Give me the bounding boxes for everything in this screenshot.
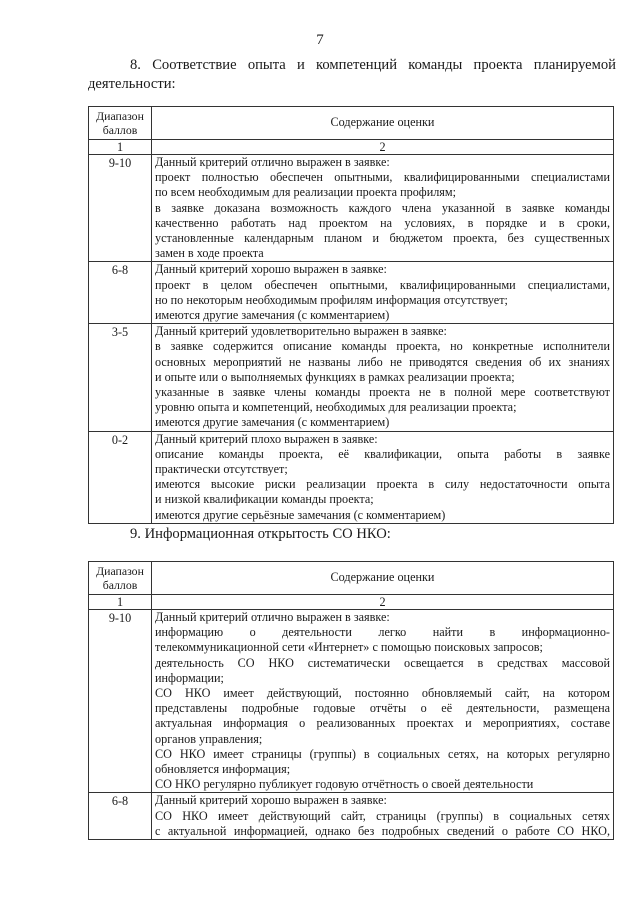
page-number: 7 — [316, 32, 324, 48]
score-description — [152, 431, 614, 523]
description-line: с актуальной информацией, однако без подробных сведений о работе СО НКО, — [155, 823, 610, 838]
description-line: установленные календарным планом и бюджетом проекта, без существенных — [155, 231, 610, 246]
score-description — [152, 262, 614, 324]
description-line: органов управления; — [155, 731, 263, 746]
header-range: Диапазон баллов — [89, 562, 152, 595]
description-line: телекоммуникационной сети «Интернет» с помощью поисковых запросов; — [155, 640, 543, 655]
header-content: Содержание оценки — [152, 107, 614, 140]
score-description — [152, 324, 614, 431]
header-content: Содержание оценки — [152, 562, 614, 595]
description-line: проект в целом обеспечен опытными, квалифицированными специалистами, — [155, 277, 610, 292]
score-range: 0-2 — [89, 431, 152, 523]
score-description — [152, 793, 614, 840]
description-line: проект полностью обеспечен опытными, квалифицированными специалистами — [155, 170, 610, 185]
description-line: имеются другие замечания (с комментарием) — [155, 308, 390, 323]
score-range: 6-8 — [89, 793, 152, 840]
description-line: Данный критерий отлично выражен в заявке: — [155, 610, 390, 624]
description-line: Данный критерий удовлетворительно выражен в заявке: — [155, 324, 447, 339]
description-line: указанные в заявке члены команды проекта не в полной мере соответствуют — [155, 385, 610, 400]
description-line: основных мероприятий не названы либо не приводятся сведения об их знаниях — [155, 354, 610, 369]
score-range: 9-10 — [89, 155, 152, 262]
description-line: имеются высокие риски реализации проекта в силу недостаточности опыта — [155, 477, 610, 492]
description-line: описание команды проекта, её квалификации, опыта работы в заявке — [155, 446, 610, 461]
score-description — [152, 610, 614, 793]
score-range: 9-10 — [89, 610, 152, 793]
score-range: 3-5 — [89, 324, 152, 431]
criteria-table-8 — [88, 106, 614, 524]
table-row — [89, 324, 614, 431]
criteria-table-9 — [88, 561, 614, 840]
table-header-row — [89, 107, 614, 140]
description-line: в заявке доказана возможность каждого члена указанной в заявке команды — [155, 200, 610, 215]
column-number-1: 1 — [89, 595, 152, 610]
description-line: по всем необходимым для реализации проекта профилям; — [155, 185, 457, 200]
description-line: представлены подробные годовые отчёты о её деятельности, размещена — [155, 701, 610, 716]
section-9-heading: 9. Информационная открытость СО НКО: — [130, 526, 391, 542]
column-number-2: 2 — [152, 140, 614, 155]
description-line: информации; — [155, 670, 224, 685]
description-line: СО НКО имеет действующий, постоянно обновляемый сайт, на котором — [155, 686, 610, 701]
description-line: актуальная информация о реализованных проектах и мероприятиях, составе — [155, 716, 610, 731]
header-range: Диапазон баллов — [89, 107, 152, 140]
score-description — [152, 155, 614, 262]
table-row — [89, 262, 614, 324]
table-row — [89, 155, 614, 262]
description-line: имеются другие замечания (с комментарием) — [155, 415, 390, 430]
description-line: уровню опыта и компетенций, необходимых для реализации проекта; — [155, 400, 517, 415]
description-line: и низкой квалификации команды проекта; — [155, 492, 374, 507]
table-row — [89, 610, 614, 793]
table-number-row — [89, 595, 614, 610]
description-line: качественно работать над проектом на условиях, в порядке и в сроки, — [155, 215, 610, 230]
column-number-1: 1 — [89, 140, 152, 155]
description-line: Данный критерий хорошо выражен в заявке: — [155, 262, 387, 277]
description-line: Данный критерий плохо выражен в заявке: — [155, 431, 378, 446]
description-line: практически отсутствует; — [155, 462, 288, 477]
description-line: информацию о деятельности легко найти в информационно- — [155, 625, 610, 640]
table-number-row — [89, 140, 614, 155]
description-line: и опыте или о выполняемых функциях в рамках реализации проекта; — [155, 369, 515, 384]
description-line: имеются другие серьёзные замечания (с комментарием) — [155, 507, 446, 522]
description-line: в заявке содержится описание команды проекта, но конкретные исполнители — [155, 339, 610, 354]
column-number-2: 2 — [152, 595, 614, 610]
description-line: деятельность СО НКО систематически освещается в средствах массовой — [155, 655, 610, 670]
description-line: замен в ходе проекта — [155, 246, 264, 261]
description-line: Данный критерий отлично выражен в заявке: — [155, 155, 390, 169]
description-line: Данный критерий хорошо выражен в заявке: — [155, 793, 387, 808]
description-line: СО НКО имеет страницы (группы) в социальных сетях, на которых регулярно — [155, 746, 610, 761]
score-range: 6-8 — [89, 262, 152, 324]
description-line: но по некоторым необходимым профилям информация отсутствует; — [155, 292, 508, 307]
description-line: СО НКО имеет действующий сайт, страницы (группы) в социальных сетях — [155, 808, 610, 823]
description-line: СО НКО регулярно публикует годовую отчётность о своей деятельности — [155, 777, 534, 792]
table-row — [89, 431, 614, 523]
description-line: обновляется информация; — [155, 762, 291, 777]
section-8-heading: 8. Соответствие опыта и компетенций команды проекта планируемой деятельности: — [88, 57, 616, 92]
table-header-row — [89, 562, 614, 595]
table-row — [89, 793, 614, 840]
